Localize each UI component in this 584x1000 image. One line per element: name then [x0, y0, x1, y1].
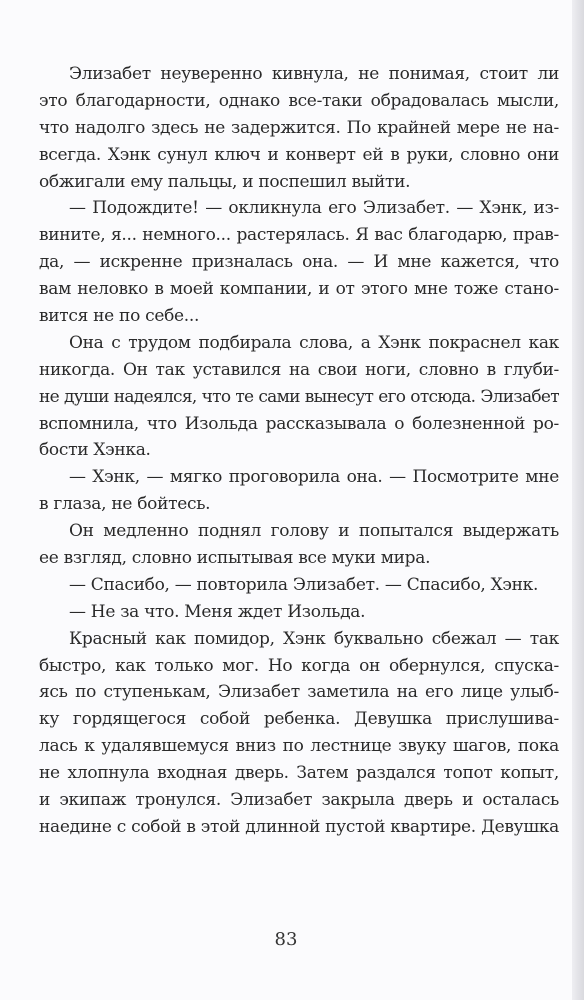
- text-line: — Подождите! — окликнула его Элизабет. — Хэнк, из-: [69, 198, 559, 219]
- text-line: никогда. Он так уставился на свои ноги, словно в глуби-: [39, 359, 559, 380]
- text-line: Он медленно поднял голову и попытался выдержать: [69, 521, 559, 542]
- text-line: ясь по ступенькам, Элизабет заметила на его лице улыб-: [39, 682, 559, 703]
- text-line: Элизабет неуверенно кивнула, не понимая, стоит ли: [69, 64, 559, 84]
- text-line: лась к удалявшемуся вниз по лестнице звуку шагов, пока: [39, 736, 559, 757]
- text-line: не души надеялся, что те сами вынесут его отсюда. Элизабет: [39, 386, 559, 407]
- text-line: вится не по себе...: [39, 306, 200, 327]
- page-edge: [572, 0, 584, 1000]
- text-line: обжигали ему пальцы, и поспешил выйти.: [39, 171, 411, 192]
- text-line: наедине с собой в этой длинной пустой квартире. Девушка: [39, 816, 559, 837]
- text-line: в глаза, не бойтесь.: [39, 494, 211, 515]
- text-line: вините, я... немного... растерялась. Я вас благодарю, прав-: [39, 225, 559, 246]
- body-text: [39, 61, 559, 841]
- text-line: вспомнила, что Изольда рассказывала о болезненной ро-: [39, 413, 559, 434]
- text-line: — Не за что. Меня ждет Изольда.: [69, 601, 366, 622]
- text-line: бости Хэнка.: [39, 440, 151, 461]
- text-line: всегда. Хэнк сунул ключ и конверт ей в руки, словно они: [39, 144, 559, 165]
- text-line: да, — искренне призналась она. — И мне кажется, что: [39, 252, 559, 273]
- text-line: и экипаж тронулся. Элизабет закрыла дверь и осталась: [39, 790, 559, 811]
- text-line: — Спасибо, — повторила Элизабет. — Спасибо, Хэнк.: [69, 574, 539, 595]
- text-line: Красный как помидор, Хэнк буквально сбежал — так: [69, 628, 559, 649]
- text-line: ку гордящегося собой ребенка. Девушка прислушива-: [39, 709, 559, 730]
- text-line: вам неловко в моей компании, и от этого мне тоже стано-: [39, 279, 559, 300]
- text-line: что надолго здесь не задержится. По крайней мере не на-: [39, 117, 559, 138]
- page-number: 83: [274, 929, 298, 950]
- text-line: это благодарности, однако все-таки обрадовалась мысли,: [39, 90, 559, 111]
- text-line: — Хэнк, — мягко проговорила она. — Посмотрите мне: [69, 467, 559, 488]
- text-line: не хлопнула входная дверь. Затем раздался топот копыт,: [39, 763, 559, 784]
- text-line: ее взгляд, словно испытывая все муки мира.: [39, 548, 431, 569]
- text-line: Она с трудом подбирала слова, а Хэнк покраснел как: [69, 332, 559, 353]
- text-line: быстро, как только мог. Но когда он обернулся, спуска-: [39, 655, 559, 676]
